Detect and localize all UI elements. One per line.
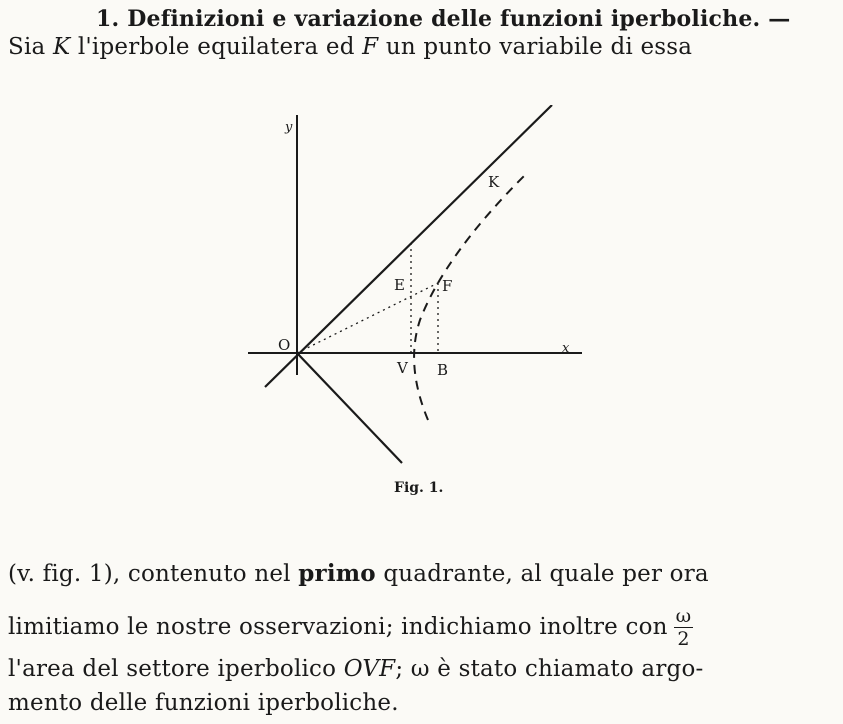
- fraction-denominator: 2: [677, 628, 690, 650]
- section-heading: [96, 6, 790, 32]
- segment-OF: [297, 283, 438, 353]
- label-x: x: [562, 341, 570, 356]
- body-line-2: [8, 607, 693, 649]
- section-dash: —: [768, 6, 791, 32]
- label-V: V: [397, 359, 408, 377]
- body-text-3b: ; ω è stato chiamato argo-: [395, 656, 704, 682]
- label-F: F: [442, 277, 453, 295]
- intro-text-1: Sia: [8, 34, 53, 60]
- intro-text-2: l'iperbole equilatera ed: [70, 34, 363, 60]
- symbol-F: F: [362, 34, 379, 60]
- intro-line: [8, 34, 692, 60]
- figure-hyperbola: [230, 105, 600, 475]
- label-K: K: [488, 173, 500, 191]
- symbol-K: K: [52, 34, 71, 60]
- body-text-1b: primo: [298, 560, 376, 587]
- section-title: Definizioni e variazione delle funzioni iperboliche.: [127, 6, 761, 32]
- body-text-3a: l'area del settore iperbolico: [8, 656, 344, 682]
- label-B: B: [437, 361, 449, 379]
- asymptote-lower: [297, 353, 402, 463]
- body-line-3: [8, 656, 703, 682]
- body-line-1: [8, 560, 709, 587]
- label-y: y: [285, 120, 293, 135]
- body-text-1c: quadrante, al quale per ora: [375, 561, 709, 587]
- intro-text-3: un punto variabile di essa: [378, 34, 693, 60]
- symbol-OVF: OVF: [343, 656, 396, 682]
- label-O: O: [278, 336, 291, 354]
- body-line-4: mento delle funzioni iperboliche.: [8, 690, 399, 716]
- section-number: 1.: [96, 6, 120, 32]
- fraction-omega-over-2: [674, 607, 694, 649]
- figure-caption: Fig. 1.: [394, 480, 444, 496]
- fraction-numerator: ω: [675, 605, 692, 627]
- hyperbola-diagram: [230, 105, 600, 475]
- label-E: E: [394, 276, 405, 294]
- body-text-1a: (v. fig. 1), contenuto nel: [8, 561, 299, 587]
- hyperbola-curve: [414, 175, 525, 420]
- asymptote-upper: [265, 105, 552, 387]
- body-text-2: limitiamo le nostre osservazioni; indichiamo inoltre con: [8, 614, 668, 640]
